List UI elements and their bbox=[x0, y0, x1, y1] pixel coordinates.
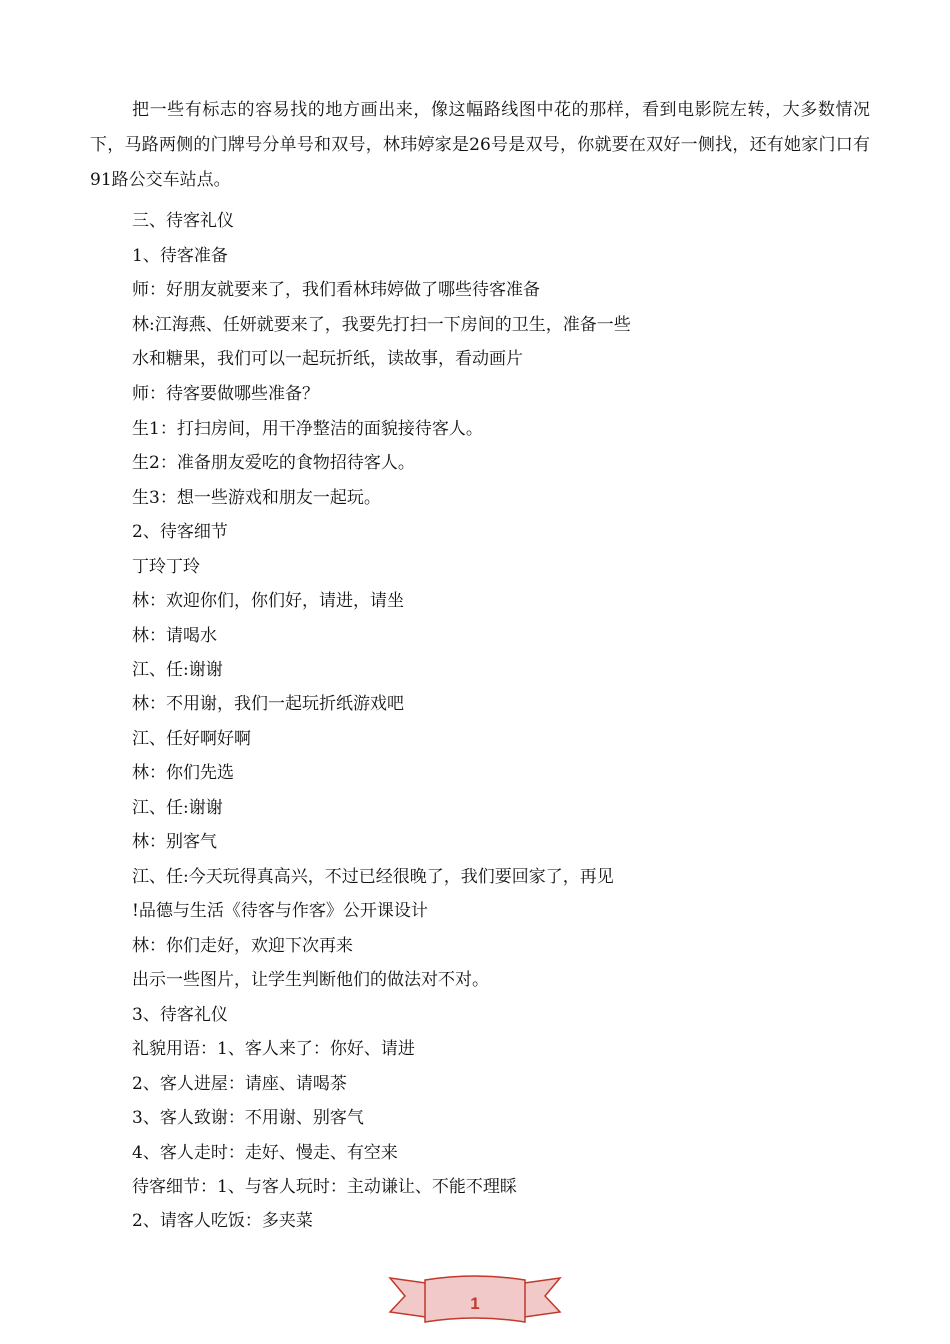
text-line: 2、请客人吃饭：多夹菜 bbox=[132, 1211, 313, 1231]
page-number: 1 bbox=[470, 1294, 480, 1313]
text-line: !品德与生活《待客与作客》公开课设计 bbox=[132, 901, 428, 921]
text-line: 江、任:谢谢 bbox=[132, 660, 223, 680]
text-line: 生3：想一些游戏和朋友一起玩。 bbox=[132, 488, 381, 508]
text-line: 3、客人致谢：不用谢、别客气 bbox=[132, 1108, 364, 1128]
text-line: 生2：准备朋友爱吃的食物招待客人。 bbox=[132, 453, 415, 473]
text-line: 礼貌用语：1、客人来了：你好、请进 bbox=[132, 1039, 415, 1059]
text-line: 师：好朋友就要来了，我们看林玮婷做了哪些待客准备 bbox=[132, 280, 540, 300]
text-line: 林：你们先选 bbox=[132, 763, 234, 783]
text-line: 三、待客礼仪 bbox=[132, 211, 234, 231]
text-line: 2、待客细节 bbox=[132, 522, 228, 542]
text-line: 水和糖果，我们可以一起玩折纸，读故事，看动画片 bbox=[132, 349, 523, 369]
text-line: 江、任好啊好啊 bbox=[132, 729, 251, 749]
text-line: 4、客人走时：走好、慢走、有空来 bbox=[132, 1143, 398, 1163]
text-line: 林：别客气 bbox=[132, 832, 217, 852]
text-line: 江、任:谢谢 bbox=[132, 798, 223, 818]
text-line: 2、客人进屋：请座、请喝茶 bbox=[132, 1074, 347, 1094]
text-line: 丁玲丁玲 bbox=[132, 557, 200, 577]
text-line: 生1：打扫房间，用干净整洁的面貌接待客人。 bbox=[132, 419, 483, 439]
text-line: 江、任:今天玩得真高兴，不过已经很晚了，我们要回家了，再见 bbox=[132, 867, 614, 887]
text-line: 林：不用谢，我们一起玩折纸游戏吧 bbox=[132, 694, 404, 714]
text-line: 林：欢迎你们，你们好，请进，请坐 bbox=[132, 591, 404, 611]
text-line: 师：待客要做哪些准备？ bbox=[132, 384, 319, 404]
text-line: 1、待客准备 bbox=[132, 246, 228, 266]
text-line: 出示一些图片，让学生判断他们的做法对不对。 bbox=[132, 970, 489, 990]
text-line: 林:江海燕、任妍就要来了，我要先打扫一下房间的卫生，准备一些 bbox=[132, 315, 631, 335]
intro-paragraph: 把一些有标志的容易找的地方画出来，像这幅路线图中花的那样，看到电影院左转，大多数情况下，马路两侧的门牌号分单号和双号，林玮婷家是26号是双号，你就要在双好一侧找，还有她家门口有91路公交车站点。 bbox=[90, 100, 870, 190]
text-line: 3、待客礼仪 bbox=[132, 1005, 228, 1025]
text-line: 林：你们走好，欢迎下次再来 bbox=[132, 936, 353, 956]
text-line: 待客细节：1、与客人玩时：主动谦让、不能不理睬 bbox=[132, 1177, 517, 1197]
text-line: 林：请喝水 bbox=[132, 626, 217, 646]
page-number-ribbon bbox=[385, 1270, 565, 1330]
